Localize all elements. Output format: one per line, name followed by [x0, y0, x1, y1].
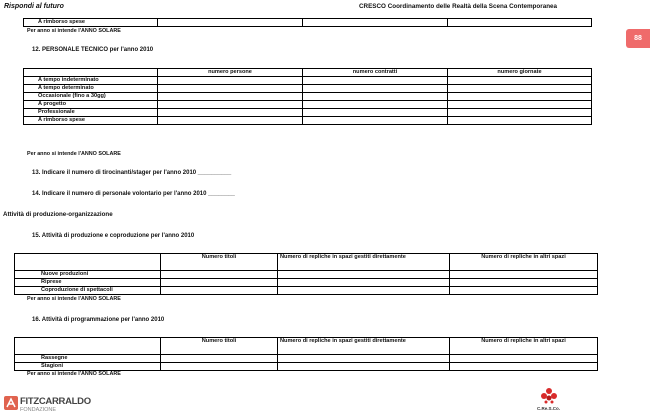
input-cell[interactable]: [448, 117, 592, 125]
table-row: [15, 287, 598, 295]
row-label: Coproduzione di spettacoli: [15, 287, 161, 295]
column-header: numero giornate: [448, 69, 592, 77]
input-cell[interactable]: [448, 19, 592, 27]
input-cell[interactable]: [303, 109, 448, 117]
q14-text: 14. Indicare il numero di personale volontario per l'anno 2010 ________: [32, 191, 235, 197]
input-cell[interactable]: [448, 109, 592, 117]
input-cell[interactable]: [158, 101, 303, 109]
table-header-row: [15, 338, 598, 355]
input-cell[interactable]: [450, 287, 598, 295]
q15-note: Per anno si intende l'ANNO SOLARE: [27, 296, 121, 302]
input-cell[interactable]: [448, 93, 592, 101]
table-row: [24, 101, 592, 109]
input-cell[interactable]: [450, 271, 598, 279]
input-cell[interactable]: [303, 77, 448, 85]
input-cell[interactable]: [161, 363, 278, 371]
input-cell[interactable]: [161, 287, 278, 295]
input-cell[interactable]: [448, 77, 592, 85]
q12-table: [23, 68, 592, 125]
table-header-row: [24, 69, 592, 77]
row-label: Riprese: [15, 279, 161, 287]
input-cell[interactable]: [158, 19, 303, 27]
table-row: [24, 19, 592, 27]
cresco-logo-text: C.Re.S.Co.: [537, 406, 561, 411]
column-header: Numero titoli: [161, 338, 278, 355]
row-label: Professionale: [24, 109, 158, 117]
section-title: Attività di produzione-organizzazione: [3, 211, 113, 218]
table-row: [24, 85, 592, 93]
q16-title: 16. Attività di programmazione per l'anno 2010: [32, 317, 165, 323]
row-label: A rimborso spese: [24, 117, 158, 125]
input-cell[interactable]: [278, 287, 450, 295]
input-cell[interactable]: [448, 85, 592, 93]
row-label: Occasionale (fino a 30gg): [24, 93, 158, 101]
input-cell[interactable]: [161, 355, 278, 363]
column-header: numero contratti: [303, 69, 448, 77]
empty-header-cell: [15, 338, 161, 355]
empty-header-cell: [15, 254, 161, 271]
input-cell[interactable]: [278, 279, 450, 287]
fitzcarraldo-logo-icon: [4, 396, 18, 410]
input-cell[interactable]: [450, 363, 598, 371]
input-cell[interactable]: [450, 355, 598, 363]
input-cell[interactable]: [303, 85, 448, 93]
column-header: Numero titoli: [161, 254, 278, 271]
input-cell[interactable]: [158, 77, 303, 85]
table-row: [15, 271, 598, 279]
row-label: Stagioni: [15, 363, 161, 371]
input-cell[interactable]: [303, 19, 448, 27]
row-label: Rassegne: [15, 355, 161, 363]
table-row: [15, 355, 598, 363]
table-header-row: [15, 254, 598, 271]
input-cell[interactable]: [278, 363, 450, 371]
q15-table: [14, 253, 598, 295]
column-header: Numero di repliche in spazi gestiti direttamente: [278, 254, 450, 271]
input-cell[interactable]: [158, 109, 303, 117]
page-number-badge: 88: [626, 29, 650, 48]
table-row: [24, 77, 592, 85]
q15-title: 15. Attività di produzione e coproduzione per l'anno 2010: [32, 233, 195, 239]
input-cell[interactable]: [161, 271, 278, 279]
header-left: Rispondi al futuro: [4, 3, 64, 10]
input-cell[interactable]: [161, 279, 278, 287]
input-cell[interactable]: [448, 101, 592, 109]
column-header: Numero di repliche in altri spazi: [450, 254, 598, 271]
input-cell[interactable]: [303, 93, 448, 101]
input-cell[interactable]: [158, 117, 303, 125]
header-right: CRESCO Coordinamento delle Realtà della Scena Contemporanea: [359, 3, 558, 10]
footer-logo-main: FITZCARRALDO: [20, 396, 91, 407]
row-label: A progetto: [24, 101, 158, 109]
column-header: numero persone: [158, 69, 303, 77]
q16-table: [14, 337, 598, 371]
row-label: Nuove produzioni: [15, 271, 161, 279]
input-cell[interactable]: [278, 355, 450, 363]
input-cell[interactable]: [278, 271, 450, 279]
q12-title: 12. PERSONALE TECNICO per l'anno 2010: [32, 47, 154, 53]
row-label: A rimborso spese: [24, 19, 158, 27]
row-label: A tempo determinato: [24, 85, 158, 93]
input-cell[interactable]: [303, 101, 448, 109]
empty-header-cell: [24, 69, 158, 77]
table-row: [15, 279, 598, 287]
column-header: Numero di repliche in altri spazi: [450, 338, 598, 355]
input-cell[interactable]: [158, 93, 303, 101]
input-cell[interactable]: [450, 279, 598, 287]
q13-text: 13. Indicare il numero di tirocinanti/stager per l'anno 2010 __________: [32, 170, 232, 176]
q12-note: Per anno si intende l'ANNO SOLARE: [27, 151, 121, 157]
table-row: [24, 109, 592, 117]
column-header: Numero di repliche in spazi gestiti direttamente: [278, 338, 450, 355]
table-row: [24, 93, 592, 101]
row-label: A tempo indeterminato: [24, 77, 158, 85]
input-cell[interactable]: [303, 117, 448, 125]
table-row: [15, 363, 598, 371]
cresco-logo-icon: [538, 386, 560, 406]
input-cell[interactable]: [158, 85, 303, 93]
top-fragment-table: [23, 18, 592, 27]
footer-logo-sub: FONDAZIONE: [20, 407, 57, 413]
table-row: [24, 117, 592, 125]
q16-note: Per anno si intende l'ANNO SOLARE: [27, 371, 121, 377]
note-solar-year: Per anno si intende l'ANNO SOLARE: [27, 28, 121, 34]
